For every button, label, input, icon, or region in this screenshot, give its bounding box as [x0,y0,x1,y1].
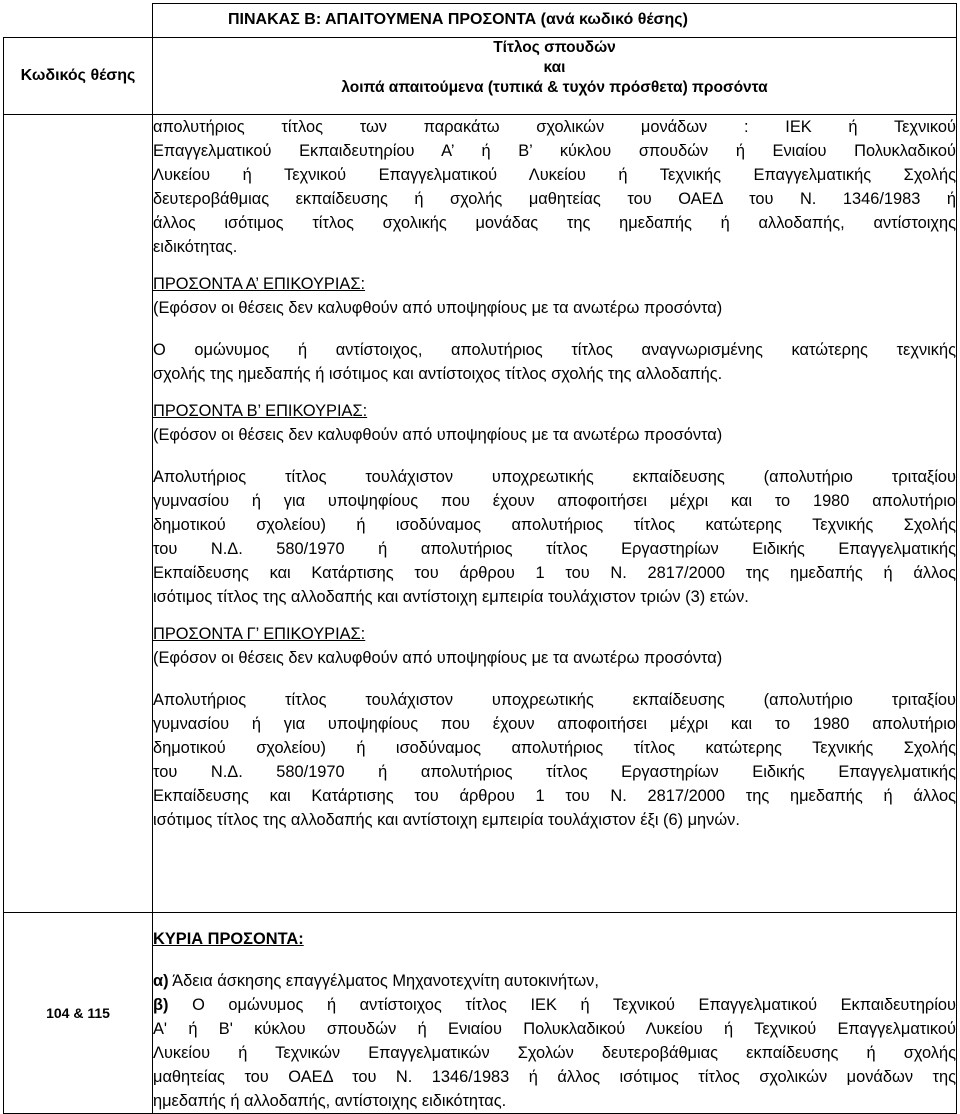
section-c-text [153,688,956,832]
main-qualifications-text [153,969,956,1113]
auxiliary-qualifications-row [4,115,957,913]
table-title-cell [153,4,957,38]
item-a [153,969,956,993]
text-line: Απολυτήριος τίτλος τουλάχιστον υποχρεωτικής εκπαίδευσης (απολυτήριο τριταξίου [153,468,956,486]
text-line: Α' ή Β' κύκλου σπουδών ή Ενιαίου Πολυκλαδικού Λυκείου ή Τεχνικού Επαγγελματικού [153,1020,956,1038]
section-b-note: (Εφόσον οι θέσεις δεν καλυφθούν από υποψηφίους με τα ανωτέρω προσόντα) [153,426,723,444]
section-b-heading: ΠΡΟΣΟΝΤΑ Β’ ΕΠΙΚΟΥΡΙΑΣ: [153,402,368,420]
text-line: Εκπαίδευσης και Κατάρτισης του άρθρου 1 του Ν. 2817/2000 της ημεδαπής ή άλλος [153,787,956,805]
text-line: άλλος ισότιμος τίτλος σχολικής μονάδας της ημεδαπής ή αλλοδαπής, αντίστοιχης [153,214,956,232]
section-a-note: (Εφόσον οι θέσεις δεν καλυφθούν από υποψηφίους με τα ανωτέρω προσόντα) [153,299,723,317]
header-row [4,38,957,115]
item-b [153,993,956,1113]
text-line: απολυτήριος τίτλος των παρακάτω σχολικών μονάδων : ΙΕΚ ή Τεχνικού [153,118,956,136]
requirements-table [3,3,957,1114]
position-code: 104 & 115 [4,913,153,1114]
text-line: του Ν.Δ. 580/1970 ή απολυτήριος τίτλος Εργαστηρίων Ειδικής Επαγγελματικής [153,763,956,781]
text-line: ισότιμος τίτλος της αλλοδαπής και αντίστοιχη εμπειρία τουλάχιστον τριών (3) ετών. [153,588,749,606]
section-c-heading: ΠΡΟΣΟΝΤΑ Γ’ ΕΠΙΚΟΥΡΙΑΣ: [153,625,366,643]
main-qualifications-cell [153,913,957,1114]
code-column-header: Κωδικός θέσης [4,38,153,115]
text-line: του Ν.Δ. 580/1970 ή απολυτήριος τίτλος Εργαστηρίων Ειδικής Επαγγελματικής [153,540,956,558]
text-line: δευτεροβάθμιας εκπαίδευσης ή σχολής μαθητείας του ΟΑΕΔ του Ν. 1346/1983 ή [153,190,956,208]
table-title: ΠΙΝΑΚΑΣ Β: ΑΠΑΙΤΟΥΜΕΝΑ ΠΡΟΣΟΝΤΑ (ανά κωδικό θέσης) [228,11,688,28]
item-a-label: α) [153,972,169,990]
text-line: ισότιμος τίτλος της αλλοδαπής και αντίστοιχη εμπειρία τουλάχιστον έξι (6) μηνών. [153,811,740,829]
auxiliary-qualifications-cell [153,115,957,913]
item-a-text: Άδεια άσκησης επαγγέλματος Μηχανοτεχνίτη αυτοκινήτων, [172,972,599,990]
text-line: σχολής της ημεδαπής ή ισότιμος και αντίστοιχος τίτλος σχολής της αλλοδαπής. [153,365,723,383]
header-line-3: λοιπά απαιτούμενα (τυπικά & τυχόν πρόσθετα) προσόντα [341,79,768,96]
title-spacer-cell [4,4,153,38]
position-row [4,913,957,1114]
text-line: ειδικότητας. [153,238,238,256]
main-qualifications-heading: ΚΥΡΙΑ ΠΡΟΣΟΝΤΑ: [153,930,304,948]
text-line: Λυκείου ή Τεχνικού Επαγγελματικού Λυκείου ή Τεχνικής Επαγγελματικής Σχολής [153,166,956,184]
header-line-1: Τίτλος σπουδών [493,39,616,56]
text-line: γυμνασίου ή για υποψηφίους που έχουν αποφοιτήσει μέχρι και το 1980 απολυτήριο [153,492,956,510]
auxiliary-code-cell [4,115,153,913]
text-line: ημεδαπής ή αλλοδαπής, αντίστοιχης ειδικότητας. [153,1092,507,1110]
section-a-text [153,338,956,386]
item-b-label: β) [153,996,169,1014]
header-line-2: και [543,59,566,76]
section-a-heading: ΠΡΟΣΟΝΤΑ Α’ ΕΠΙΚΟΥΡΙΑΣ: [153,275,366,293]
text-line: Ο ομώνυμος ή αντίστοιχος, απολυτήριος τίτλος αναγνωρισμένης κατώτερης τεχνικής [153,341,956,359]
section-c-note: (Εφόσον οι θέσεις δεν καλυφθούν από υποψηφίους με τα ανωτέρω προσόντα) [153,649,723,667]
text-line: δημοτικού σχολείου) ή ισοδύναμος απολυτήριος τίτλος κατώτερης Τεχνικής Σχολής [153,516,956,534]
text-line: γυμνασίου ή για υποψηφίους που έχουν αποφοιτήσει μέχρι και το 1980 απολυτήριο [153,715,956,733]
main-qualification-text [153,115,956,259]
text-line: Ο ομώνυμος ή αντίστοιχος τίτλος ΙΕΚ ή Τεχνικού Επαγγελματικού Εκπαιδευτηρίου [192,996,956,1014]
text-line: μαθητείας του ΟΑΕΔ του Ν. 1346/1983 ή άλλος ισότιμος τίτλος σχολικών μονάδων της [153,1068,956,1086]
text-line: Λυκείου ή Τεχνικών Επαγγελματικών Σχολών δευτεροβάθμιας εκπαίδευσης ή σχολής [153,1044,956,1062]
text-line: Εκπαίδευσης και Κατάρτισης του άρθρου 1 του Ν. 2817/2000 της ημεδαπής ή άλλος [153,564,956,582]
text-line: Απολυτήριος τίτλος τουλάχιστον υποχρεωτικής εκπαίδευσης (απολυτήριο τριταξίου [153,691,956,709]
qualifications-column-header [153,38,957,115]
table-title-row [4,4,957,38]
text-line: δημοτικού σχολείου) ή ισοδύναμος απολυτήριος τίτλος κατώτερης Τεχνικής Σχολής [153,739,956,757]
text-line: Επαγγελματικού Εκπαιδευτηρίου Α’ ή Β’ κύκλου σπουδών ή Ενιαίου Πολυκλαδικού [153,142,956,160]
item-b-line-1 [153,993,956,1017]
section-b-text [153,465,956,609]
